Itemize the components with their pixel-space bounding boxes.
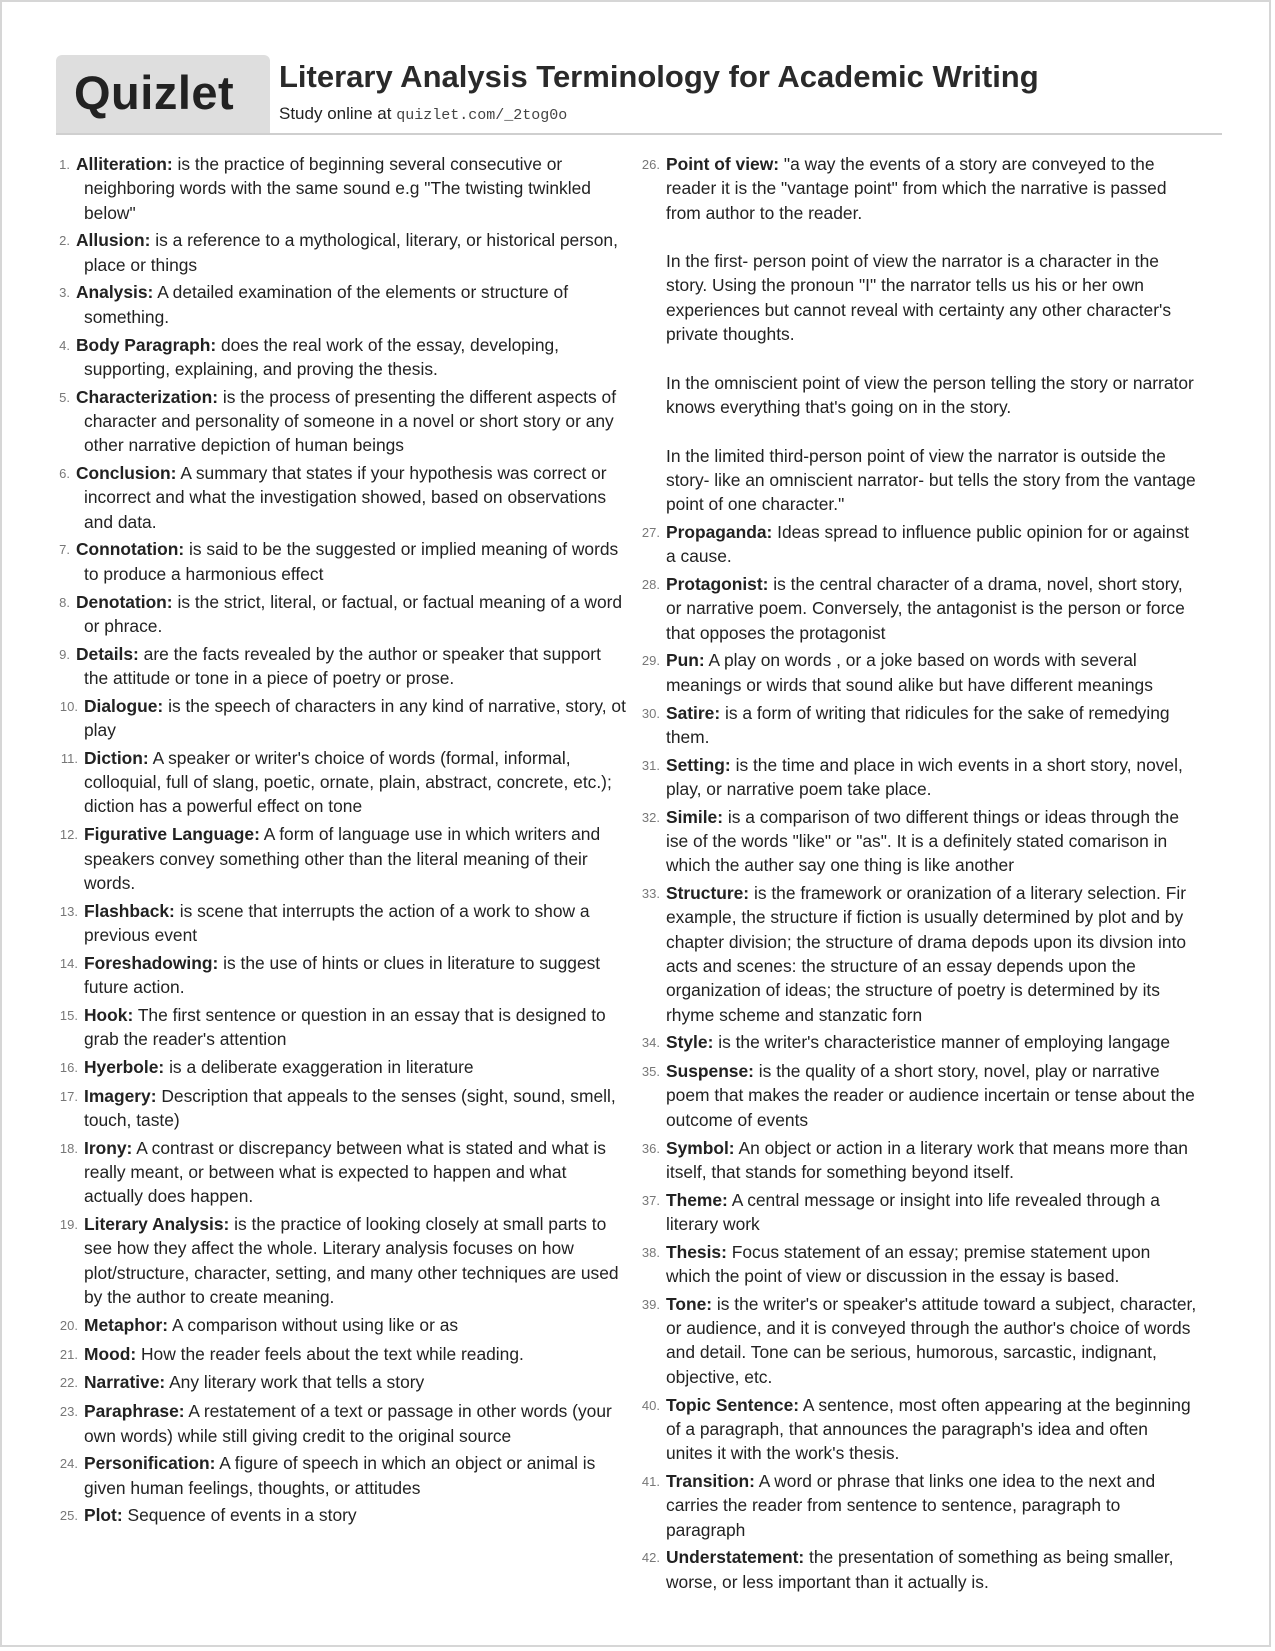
term-number: 41. [641,1473,660,1489]
term-definition: is the central character of a drama, novel, short story, or narrative poem. Conversely, the antagonist is the person or force that opposes the protagonist [666,574,1185,643]
term-number: 16. [59,1059,78,1075]
term-definition-paragraph [76,385,626,458]
term-body [84,1084,626,1133]
term-number: 2. [59,233,70,249]
term-body [666,805,1199,878]
term-entry [56,1399,626,1448]
term-definition: is scene that interrupts the action of a work to show a previous event [84,900,590,945]
term-body [666,753,1199,802]
term-number: 4. [59,337,70,353]
term-word: Paraphrase: [84,1401,185,1422]
term-number: 35. [641,1064,660,1080]
term-definition-paragraph [84,1451,626,1500]
term-definition: is the practice of beginning several consecutive or neighboring words with the same sound e.g "The twisting twinkled below" [84,154,591,223]
term-definition: A figure of speech in which an object or animal is given human feelings, thoughts, or attitudes [84,1453,596,1498]
term-definition: is the time and place in wich events in a short story, novel, play, or narrative poem take place. [666,754,1183,799]
term-number: 15. [59,1007,78,1023]
term-entry [56,1342,626,1367]
term-word: Point of view: [666,154,780,174]
term-body [666,1240,1199,1289]
term-word: Literary Analysis: [84,1214,230,1235]
term-word: Irony: [84,1137,133,1158]
term-body [666,701,1199,750]
term-definition-paragraph [84,746,626,819]
term-number: 25. [59,1508,78,1524]
term-number: 33. [641,886,660,902]
term-definition-paragraph [666,1188,1199,1237]
term-body [76,642,626,691]
term-definition-paragraph [84,1399,626,1448]
term-definition-paragraph [666,1136,1199,1185]
term-number: 20. [59,1317,78,1333]
terms-column-left [56,152,626,1532]
quizlet-logo [56,55,270,133]
term-number: 6. [59,466,70,482]
term-entry [634,1393,1199,1466]
term-entry [56,899,626,948]
term-word: Pun: [666,650,705,671]
term-body [84,1212,626,1309]
term-definition-paragraph [76,461,626,534]
term-definition-paragraph [666,152,1199,225]
term-definition: is the quality of a short story, novel, play or narrative poem that makes the reader or audience incertain or tense about the outcome of events [666,1061,1195,1130]
term-definition: A speaker or writer's choice of words (formal, informal, colloquial, full of slang, poetic, ornate, plain, abstract, concrete, etc.); diction has a powerful effect on tone [84,747,612,817]
term-word: Setting: [666,754,731,775]
term-body [666,1393,1199,1466]
term-body [84,1003,626,1052]
term-entry [634,1188,1199,1237]
term-number: 21. [59,1346,78,1362]
term-definition-paragraph [76,228,626,277]
term-word: Simile: [666,806,724,827]
term-entry [56,537,626,586]
term-word: Dialogue: [84,695,164,716]
term-definition: "a way the events of a story are conveyed to the reader it is the "vantage point" from which the narrative is passed from author to the reader. [666,154,1167,223]
term-entry [634,520,1199,569]
term-body [76,333,626,382]
term-entry [56,333,626,382]
term-definition-paragraph [666,753,1199,802]
term-number: 29. [641,653,660,669]
term-entry [56,152,626,225]
term-definition: is a form of writing that ridicules for the sake of remedying them. [666,702,1170,747]
term-definition-paragraph [666,805,1199,878]
term-definition: is a reference to a mythological, literary, or historical person, place or things [84,230,618,275]
term-entry [634,152,1199,516]
term-number: 9. [59,646,70,662]
term-word: Plot: [84,1505,123,1526]
term-body [84,951,626,1000]
term-number: 3. [59,285,70,301]
term-definition: A word or phrase that links one idea to the next and carries the reader from sentence to sentence, paragraph to paragraph [666,1470,1156,1540]
term-number: 5. [59,389,70,405]
term-entry [56,1212,626,1309]
term-word: Tone: [666,1293,713,1314]
term-definition: How the reader feels about the text while reading. [141,1343,524,1364]
term-word: Symbol: [666,1137,735,1158]
term-word: Propaganda: [666,521,773,542]
term-body [666,152,1199,516]
term-body [666,1292,1199,1389]
term-number: 42. [641,1550,660,1566]
term-body [666,572,1199,645]
term-body [666,1059,1199,1132]
term-word: Conclusion: [76,463,177,484]
term-number: 27. [641,524,660,540]
term-body [666,1136,1199,1185]
term-word: Body Paragraph: [76,334,217,355]
term-entry [56,1084,626,1133]
page-title: Literary Analysis Terminology for Academic Writing [279,59,1039,94]
term-body [666,1030,1199,1055]
term-entry [56,1451,626,1500]
term-word: Hook: [84,1004,134,1025]
term-entry [56,694,626,743]
term-definition: A detailed examination of the elements or structure of something. [84,282,569,327]
term-entry [634,753,1199,802]
term-entry [634,1136,1199,1185]
term-body [76,537,626,586]
term-definition-paragraph [84,1084,626,1133]
term-definition: is the strict, literal, or factual, or factual meaning of a word or phrace. [84,591,623,636]
term-body [666,1188,1199,1237]
term-entry [56,590,626,639]
term-entry [634,881,1199,1027]
term-word: Metaphor: [84,1314,169,1335]
term-number: 10. [59,698,78,714]
term-definition-paragraph [84,1503,626,1527]
term-definition: is the writer's or speaker's attitude toward a subject, character, or audience, and it is conveyed through the author's choice of words and detail. Tone can be serious, humorous, sarcastic, indignant, objective, etc. [666,1293,1197,1387]
term-number: 40. [641,1397,660,1413]
term-number: 32. [641,809,660,825]
term-number: 8. [59,594,70,610]
term-word: Topic Sentence: [666,1394,800,1415]
term-number: 18. [59,1140,78,1156]
term-definition: is a comparison of two different things or ideas through the ise of the words "like" or "as". It is a definitely stated comarison in which the auther say one thing is like another [666,806,1180,876]
term-definition: is the process of presenting the different aspects of character and personality of someone in a novel or short story or any other narrative depiction of human beings [84,386,617,456]
term-entry [634,1469,1199,1542]
term-body [666,648,1199,697]
term-definition: is the use of hints or clues in literature to suggest future action. [84,952,601,997]
term-number: 12. [59,827,78,843]
term-word: Allusion: [76,230,151,251]
term-definition-paragraph [84,822,626,895]
term-definition: A play on words , or a joke based on words with several meanings or wirds that sound alike but have different meanings [666,650,1153,695]
term-body [84,694,626,743]
term-body [666,881,1199,1027]
term-number: 17. [59,1088,78,1104]
term-definition: is a deliberate exaggeration in literature [169,1056,474,1077]
term-definition-paragraph [666,1240,1199,1289]
term-body [84,1313,626,1338]
term-body [76,280,626,329]
term-number: 31. [641,757,660,773]
term-body [76,461,626,534]
term-number: 28. [641,577,660,593]
study-prefix: Study online at [279,104,392,123]
term-definition-paragraph [76,333,626,382]
term-body [84,746,626,819]
term-word: Style: [666,1032,714,1053]
term-definition: is the writer's characteristice manner of employing langage [718,1032,1171,1053]
term-word: Transition: [666,1470,755,1491]
term-entry [56,822,626,895]
term-word: Personification: [84,1453,216,1474]
term-number: 13. [59,903,78,919]
term-definition: Ideas spread to influence public opinion for or against a cause. [666,521,1189,567]
term-definition-paragraph [84,694,626,743]
term-definition: A central message or insight into life revealed through a literary work [666,1189,1160,1234]
term-definition-paragraph [84,1313,626,1337]
term-definition-paragraph [84,1055,626,1079]
term-word: Alliteration: [76,154,173,174]
term-word: Denotation: [76,591,173,612]
term-definition-paragraph [84,1342,626,1366]
term-definition: is said to be the suggested or implied meaning of words to produce a harmonious effect [84,539,619,584]
term-entry [56,746,626,819]
term-entry [56,1055,626,1080]
term-entry [56,951,626,1000]
term-body [84,1342,626,1367]
term-entry [56,1136,626,1209]
term-word: Hyerbole: [84,1056,165,1077]
term-entry [56,642,626,691]
term-number: 11. [60,750,78,766]
term-word: Suspense: [666,1061,754,1082]
term-body [76,385,626,458]
term-number: 22. [59,1375,78,1391]
term-number: 26. [641,157,660,172]
term-word: Theme: [666,1189,728,1210]
term-number: 24. [59,1456,78,1472]
term-entry [634,572,1199,645]
term-word: Understatement: [666,1547,805,1568]
term-body [76,590,626,639]
term-number: 1. [59,157,70,172]
term-definition-paragraph [666,881,1199,1027]
term-definition-paragraph [666,249,1199,346]
term-definition-paragraph [84,899,626,948]
term-number: 19. [59,1217,78,1233]
term-word: Analysis: [76,282,154,303]
term-definition: In the limited third-person point of view the narrator is outside the story- like an omniscient narrator- but tells the story from the vantage point of one character." [666,445,1196,515]
term-word: Imagery: [84,1085,157,1106]
term-definition-paragraph [666,1059,1199,1132]
term-definition-paragraph [76,280,626,329]
term-definition: does the real work of the essay, developing, supporting, explaining, and proving the thesis. [84,334,559,379]
term-definition-paragraph [666,1545,1199,1594]
term-word: Structure: [666,883,750,904]
term-word: Diction: [84,747,149,768]
term-definition-paragraph [76,642,626,691]
term-word: Thesis: [666,1241,727,1262]
term-body [84,822,626,895]
term-word: Mood: [84,1343,137,1364]
term-definition: Description that appeals to the senses (sight, sound, smell, touch, taste) [84,1085,616,1130]
term-definition-paragraph [76,590,626,639]
term-body [76,152,626,225]
term-definition-paragraph [666,371,1199,420]
term-body [666,1545,1199,1594]
term-definition: The first sentence or question in an essay that is designed to grab the reader's attention [84,1004,606,1050]
term-body [76,228,626,277]
term-definition-paragraph [666,1469,1199,1542]
term-word: Foreshadowing: [84,952,219,973]
term-entry [56,385,626,458]
term-definition-paragraph [84,1212,626,1309]
term-entry [56,280,626,329]
term-body [84,1055,626,1080]
term-definition: Any literary work that tells a story [169,1372,425,1393]
term-entry [56,1313,626,1338]
term-number: 34. [641,1035,660,1051]
term-number: 37. [641,1192,660,1208]
term-entry [634,1292,1199,1389]
term-entry [634,1030,1199,1055]
term-definition: the presentation of something as being smaller, worse, or less important than it actually is. [666,1547,1174,1592]
term-definition-paragraph [666,572,1199,645]
study-url-link[interactable]: quizlet.com/_2tog0o [396,107,568,124]
term-definition: A comparison without using like or as [171,1314,459,1335]
term-entry [634,701,1199,750]
term-definition: A sentence, most often appearing at the beginning of a paragraph, that announces the paragraph's idea and often unites it with the work's thesis. [666,1394,1191,1464]
term-definition-paragraph [84,1136,626,1209]
term-number: 30. [641,705,660,721]
term-definition: A form of language use in which writers and speakers convey something other than the literal meaning of their words. [84,824,601,893]
term-definition: An object or action in a literary work that means more than itself, that stands for something beyond itself. [666,1137,1188,1182]
term-word: Connotation: [76,539,185,560]
term-body [84,1503,626,1528]
term-body [666,1469,1199,1542]
term-word: Flashback: [84,900,175,921]
term-entry [56,461,626,534]
term-entry [56,1503,626,1528]
term-entry [634,805,1199,878]
term-body [84,1451,626,1500]
terms-column-right [634,152,1199,1597]
term-entry [56,228,626,277]
term-number: 38. [641,1244,660,1260]
term-entry [634,1545,1199,1594]
term-number: 7. [59,542,70,558]
term-definition-paragraph [666,701,1199,750]
term-number: 39. [641,1296,660,1312]
term-entry [634,648,1199,697]
term-definition: In the first- person point of view the narrator is a character in the story. Using the pronoun "I" the narrator tells us his or her own experiences but cannot reveal with certainty any other character's private thoughts. [666,251,1172,345]
term-definition: A restatement of a text or passage in other words (your own words) while still giving credit to the original source [84,1401,612,1446]
study-online-line [279,104,567,124]
term-word: Figurative Language: [84,824,260,845]
term-definition: Focus statement of an essay; premise statement upon which the point of view or discussion in the essay is based. [666,1241,1151,1287]
term-definition: is the practice of looking closely at small parts to see how they affect the whole. Literary analysis focuses on how plot/structure, character, setting, and many other techniques are used by the author to create meaning. [84,1214,619,1308]
term-definition-paragraph [666,1030,1199,1054]
term-definition-paragraph [666,1393,1199,1466]
term-entry [634,1240,1199,1289]
term-definition-paragraph [666,1292,1199,1389]
term-definition-paragraph [666,520,1199,569]
term-definition-paragraph [84,1003,626,1052]
term-definition: is the framework or oranization of a literary selection. Fir example, the structure if fiction is usually determined by plot and by chapter division; the structure of drama depods upon its divsion into acts and scenes: the structure of an essay depends upon the organization of ideas; the structure of poetry is determined by its rhyme scheme and stanzatic forn [666,883,1187,1025]
term-definition: A contrast or discrepancy between what is stated and what is really meant, or between what is expected to happen and what actually does happen. [84,1137,606,1207]
term-definition: Sequence of events in a story [127,1505,357,1526]
term-definition: A summary that states if your hypothesis was correct or incorrect and what the investigation showed, based on observations and data. [84,463,607,532]
term-number: 14. [59,955,78,971]
page-header [56,55,1222,135]
term-definition-paragraph [84,951,626,1000]
term-definition-paragraph [84,1370,626,1394]
term-definition-paragraph [76,537,626,586]
term-body [84,1370,626,1395]
term-body [84,899,626,948]
term-body [666,520,1199,569]
term-word: Protagonist: [666,574,769,595]
term-word: Satire: [666,702,721,723]
term-definition: In the omniscient point of view the person telling the story or narrator knows everything that's going on in the story. [666,372,1194,417]
term-word: Narrative: [84,1372,166,1393]
term-definition-paragraph [666,444,1199,517]
term-definition: are the facts revealed by the author or speaker that support the attitude or tone in a piece of poetry or prose. [84,643,601,688]
term-entry [56,1370,626,1395]
term-definition: is the speech of characters in any kind of narrative, story, ot play [84,695,626,741]
term-body [84,1136,626,1209]
term-number: 36. [641,1140,660,1156]
term-body [84,1399,626,1448]
term-entry [634,1059,1199,1132]
term-definition-paragraph [76,152,626,225]
term-word: Characterization: [76,386,219,407]
term-definition-paragraph [666,648,1199,697]
logo-text: Quizlet [74,66,235,119]
term-number: 23. [59,1404,78,1420]
term-word: Details: [76,643,139,664]
term-entry [56,1003,626,1052]
